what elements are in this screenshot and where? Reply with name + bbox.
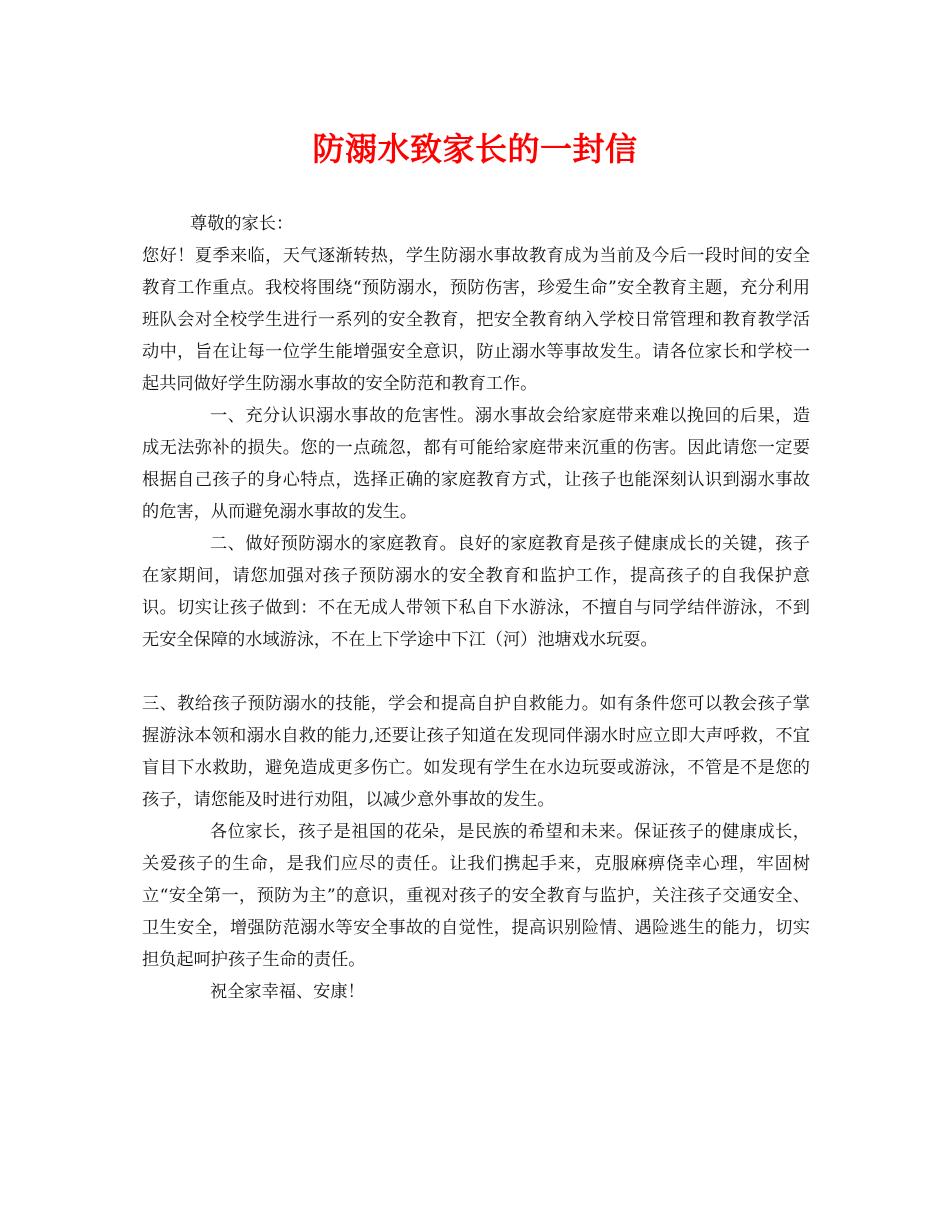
letter-body xyxy=(142,208,810,1008)
paragraph-greeting: 您好！夏季来临，天气逐渐转热，学生防溺水事故教育成为当前及今后一段时间的安全教育工作重点。我校将围绕“预防溺水，预防伤害，珍爱生命”安全教育主题，充分利用班队会对全校学生进行一系列的安全教育，把安全教育纳入学校日常管理和教育教学活动中，旨在让每一位学生能增强安全意识，防止溺水等事故发生。请各位家长和学校一起共同做好学生防溺水事故的安全防范和教育工作。 xyxy=(142,246,810,394)
paragraph-spacer xyxy=(142,656,810,688)
paragraph-point-two: 二、做好预防溺水的家庭教育。良好的家庭教育是孩子健康成长的关键，孩子在家期间，请您加强对孩子预防溺水的安全教育和监护工作，提高孩子的自我保护意识。切实让孩子做到：不在无成人带领下私自下水游泳，不擅自与同学结伴游泳，不到无安全保障的水域游泳，不在上下学途中下江（河）池塘戏水玩耍。 xyxy=(142,534,810,650)
closing-wish: 祝全家幸福、安康！ xyxy=(210,982,365,1002)
salutation: 尊敬的家长： xyxy=(190,214,294,234)
paragraph-appeal: 各位家长，孩子是祖国的花朵，是民族的希望和未来。保证孩子的健康成长，关爱孩子的生命，是我们应尽的责任。让我们携起手来，克服麻痹侥幸心理，牢固树立“安全第一，预防为主”的意识，重视对孩子的安全教育与监护，关注孩子交通安全、卫生安全，增强防范溺水等安全事故的自觉性，提高识别险情、遇险逃生的能力，切实担负起呵护孩子生命的责任。 xyxy=(142,822,810,970)
document-title: 防溺水致家长的一封信 xyxy=(312,130,638,168)
paragraph-point-one: 一、充分认识溺水事故的危害性。溺水事故会给家庭带来难以挽回的后果，造成无法弥补的损失。您的一点疏忽，都有可能给家庭带来沉重的伤害。因此请您一定要根据自己孩子的身心特点，选择正确的家庭教育方式，让孩子也能深刻认识到溺水事故的危害，从而避免溺水事故的发生。 xyxy=(142,406,810,522)
paragraph-point-three: 三、教给孩子预防溺水的技能，学会和提高自护自救能力。如有条件您可以教会孩子掌握游泳本领和溺水自救的能力,还要让孩子知道在发现同伴溺水时应立即大声呼救，不宜盲目下水救助，避免造成更多伤亡。如发现有学生在水边玩耍或游泳，不管是不是您的孩子，请您能及时进行劝阻，以减少意外事故的发生。 xyxy=(142,694,810,810)
